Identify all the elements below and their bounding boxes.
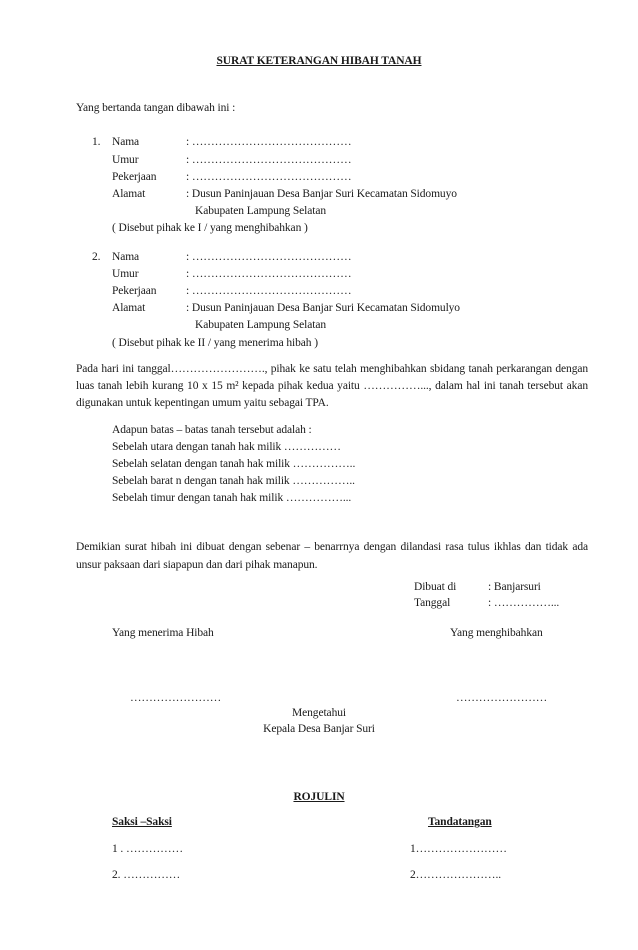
witnesses-heading: Saksi –Saksi bbox=[112, 816, 172, 828]
party-2-age-value: : …………………………………… bbox=[186, 268, 352, 280]
party-1-note: ( Disebut pihak ke I / yang menghibahkan ) bbox=[112, 222, 308, 234]
party-1-address-value: : Dusun Paninjauan Desa Banjar Suri Kecamatan Sidomuyo bbox=[186, 188, 457, 200]
closing-paragraph: Demikian surat hibah ini dibuat dengan sebenar – benarrnya dengan dilandasi rasa tulus ikhlas dan tidak ada unsur paksaan dari siapapun dan dari pihak manapun. bbox=[76, 541, 588, 571]
party-2-address-value: : Dusun Paninjauan Desa Banjar Suri Kecamatan Sidomulyo bbox=[186, 302, 460, 314]
boundary-north: Sebelah utara dengan tanah hak milik …………… bbox=[112, 441, 341, 453]
party-1-age-label: Umur bbox=[112, 154, 139, 166]
place-label: Dibuat di bbox=[414, 581, 457, 593]
place-value: : Banjarsuri bbox=[488, 581, 541, 593]
village-head-name: ROJULIN bbox=[293, 791, 345, 803]
party-2-name-label: Nama bbox=[112, 251, 140, 263]
giver-signature-line: …………………… bbox=[456, 692, 548, 704]
date-label: Tanggal bbox=[414, 597, 451, 609]
witness-2-signature: 2………………….. bbox=[410, 869, 502, 881]
witness-1-name: 1 . …………… bbox=[112, 843, 183, 855]
party-1-number: 1. bbox=[92, 136, 101, 148]
receiver-signature-line: …………………… bbox=[130, 692, 222, 704]
party-1-name-value: : …………………………………… bbox=[186, 136, 352, 148]
body-paragraph: Pada hari ini tanggal……………………., pihak ke satu telah menghibahkan sbidang tanah perkarangan dengan luas tanah lebih kurang 10 x 15 m² kepada pihak kedua yaitu ……………..., dalam hal ini tanah tersebut akan digunakan untuk kepentingan umum yaitu sebagai TPA. bbox=[76, 363, 588, 409]
party-2-job-label: Pekerjaan bbox=[112, 285, 157, 297]
village-head-title: Kepala Desa Banjar Suri bbox=[263, 723, 375, 735]
boundaries-heading: Adapun batas – batas tanah tersebut adalah : bbox=[112, 424, 312, 436]
receiver-label: Yang menerima Hibah bbox=[112, 627, 214, 639]
witness-2-name: 2. …………… bbox=[112, 869, 181, 881]
party-1-address-line2: Kabupaten Lampung Selatan bbox=[195, 205, 326, 217]
party-1-job-label: Pekerjaan bbox=[112, 171, 157, 183]
witness-1-signature: 1…………………… bbox=[410, 843, 507, 855]
party-2-address-line2: Kabupaten Lampung Selatan bbox=[195, 319, 326, 331]
boundary-south: Sebelah selatan dengan tanah hak milik …………….. bbox=[112, 458, 356, 470]
party-1-address-label: Alamat bbox=[112, 188, 146, 200]
party-1-name-label: Nama bbox=[112, 136, 140, 148]
document-title: SURAT KETERANGAN HIBAH TANAH bbox=[216, 55, 422, 67]
party-2-name-value: : …………………………………… bbox=[186, 251, 352, 263]
party-1-age-value: : …………………………………… bbox=[186, 154, 352, 166]
boundary-west: Sebelah barat n dengan tanah hak milik …………….. bbox=[112, 475, 355, 487]
party-2-address-label: Alamat bbox=[112, 302, 146, 314]
giver-label: Yang menghibahkan bbox=[450, 627, 543, 639]
date-value: : ……………... bbox=[488, 597, 560, 609]
party-2-note: ( Disebut pihak ke II / yang menerima hibah ) bbox=[112, 337, 318, 349]
party-2-number: 2. bbox=[92, 251, 101, 263]
party-2-age-label: Umur bbox=[112, 268, 139, 280]
signature-heading: Tandatangan bbox=[428, 816, 492, 828]
acknowledged-label: Mengetahui bbox=[292, 707, 346, 719]
party-1-job-value: : …………………………………… bbox=[186, 171, 352, 183]
intro-text: Yang bertanda tangan dibawah ini : bbox=[76, 102, 236, 114]
party-2-job-value: : …………………………………… bbox=[186, 285, 352, 297]
boundary-east: Sebelah timur dengan tanah hak milik ……………... bbox=[112, 492, 352, 504]
